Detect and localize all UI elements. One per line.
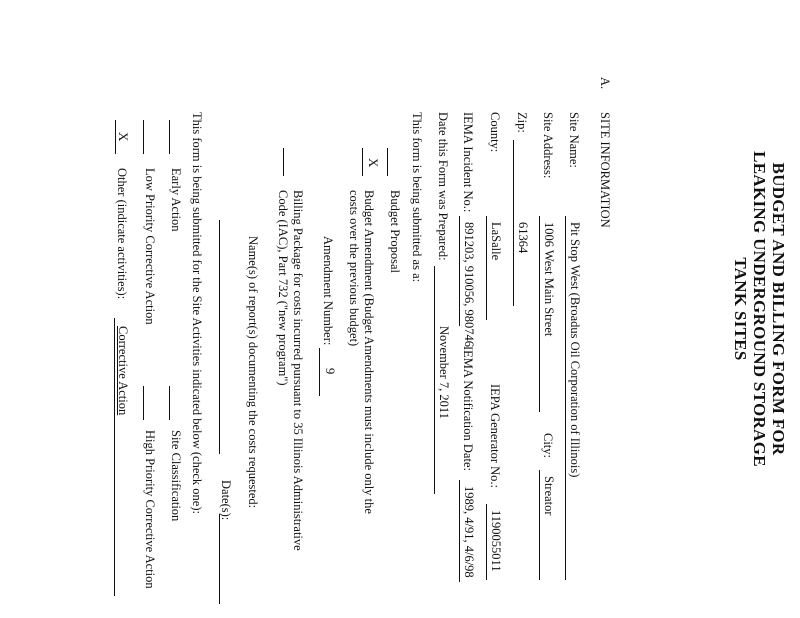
budget-amendment-checkline[interactable]	[362, 148, 363, 176]
high-priority-label: High Priority Corrective Action	[143, 430, 157, 589]
iepa-generator-label: IEPA Generator No.:	[488, 384, 502, 489]
budget-proposal-label: Budget Proposal	[388, 190, 402, 273]
billing-package-checkline[interactable]	[283, 148, 284, 176]
other-checkline[interactable]	[115, 120, 116, 154]
other-line	[114, 318, 115, 596]
amendment-number-label: Amendment Number:	[321, 236, 335, 346]
date-prepared-line	[434, 266, 435, 494]
zip-line	[513, 140, 514, 306]
early-action-checkline[interactable]	[169, 120, 170, 154]
site-address-line	[539, 216, 540, 412]
county-value: LaSalle	[489, 222, 503, 261]
iema-incident-value: 891203, 910056, 980746	[462, 222, 476, 347]
zip-value: 61364	[516, 222, 530, 254]
city-line	[539, 470, 540, 580]
other-mark: X	[116, 132, 131, 142]
site-address-label: Site Address:	[541, 112, 555, 179]
section-letter: A.	[598, 77, 612, 90]
site-classification-checkline[interactable]	[169, 386, 170, 420]
city-value: Streator	[542, 476, 556, 516]
form-title-line3: TANK SITES	[731, 257, 750, 361]
amendment-number-value: 9	[323, 368, 337, 375]
budget-amendment-mark: X	[366, 158, 381, 168]
iepa-generator-value: 1190055011	[489, 510, 503, 572]
site-name-line	[565, 216, 566, 580]
dates-label: Date(s):	[219, 480, 233, 521]
early-action-label: Early Action	[169, 168, 183, 232]
budget-proposal-checkline[interactable]	[387, 148, 388, 176]
billing-package-line1: Billing Package for costs incurred pursuant to 35 Illinois Administrative	[291, 190, 305, 551]
other-value: Corrective Action	[116, 326, 130, 416]
reports-label: Name(s) of report(s) documenting the costs requested:	[246, 236, 260, 509]
low-priority-label: Low Priority Corrective Action	[143, 168, 157, 325]
section-heading: SITE INFORMATION	[598, 112, 612, 228]
reports-line	[219, 220, 220, 454]
city-label: City:	[541, 433, 555, 459]
site-classification-label: Site Classification	[169, 430, 183, 522]
iema-notification-label: IEMA Notification Date:	[461, 346, 475, 471]
activities-intro: This form is being submitted for the Site Activities indicated below (check one):	[190, 112, 204, 514]
budget-amendment-line1: Budget Amendment (Budget Amendments must include only the	[362, 190, 376, 514]
low-priority-checkline[interactable]	[143, 120, 144, 154]
site-name-label: Site Name:	[567, 112, 581, 168]
site-address-value: 1006 West Main Street	[542, 222, 556, 337]
iema-notification-value: 1989, 4/91, 4/6/98	[462, 486, 476, 578]
budget-amendment-line2: costs over the previous budget)	[347, 190, 361, 347]
billing-package-line2: Code (IAC), Part 732 ("new program")	[276, 190, 290, 386]
amendment-number-line	[319, 348, 320, 396]
date-prepared-label: Date this Form was Prepared:	[436, 112, 450, 261]
submitted-intro: This form is being submitted as a:	[410, 112, 424, 283]
iema-incident-line	[459, 216, 460, 326]
county-label: County:	[488, 112, 502, 153]
county-line	[486, 216, 487, 320]
form-title-line2: LEAKING UNDERGROUND STORAGE	[750, 151, 769, 467]
date-prepared-value: November 7, 2011	[437, 326, 451, 419]
form-title-line1: BUDGET AND BILLING FORM FOR	[769, 162, 788, 456]
dates-line	[219, 514, 220, 604]
zip-label: Zip:	[515, 112, 529, 133]
other-label: Other (indicate activities):	[115, 168, 129, 300]
site-name-value: Pit Stop West (Broadus Oil Corporation of Illinois)	[568, 222, 582, 478]
high-priority-checkline[interactable]	[143, 386, 144, 420]
iema-incident-label: IEMA Incident No.:	[461, 112, 475, 213]
iepa-generator-line	[486, 504, 487, 580]
iema-notification-line	[459, 480, 460, 582]
